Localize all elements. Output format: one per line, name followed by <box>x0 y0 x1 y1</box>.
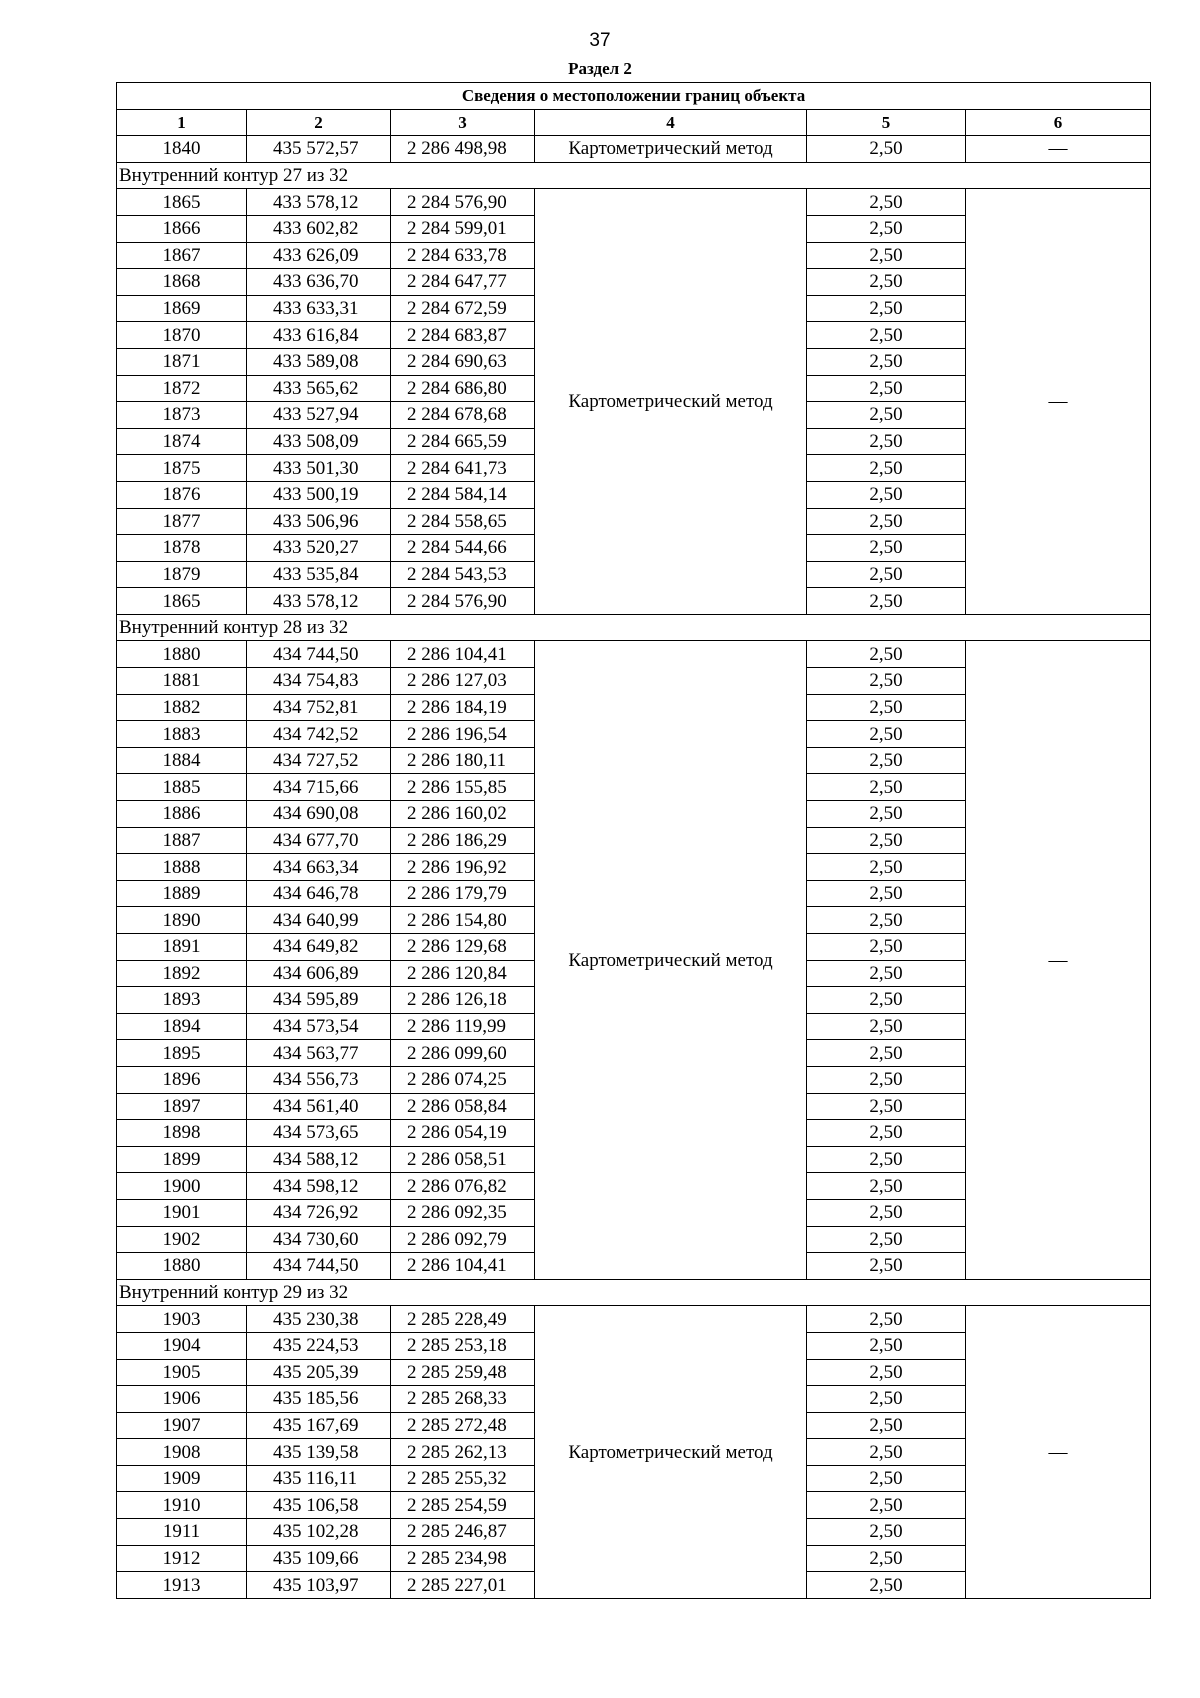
point-number-cell: 1907 <box>117 1412 247 1439</box>
x-coordinate-cell: 434 742,52 <box>247 721 391 748</box>
x-coordinate-cell: 434 646,78 <box>247 880 391 907</box>
method-cell: Картометрический метод <box>535 641 807 1279</box>
y-coordinate-cell: 2 286 104,41 <box>391 641 535 668</box>
point-number-cell: 1906 <box>117 1386 247 1413</box>
y-coordinate-cell: 2 286 179,79 <box>391 880 535 907</box>
x-coordinate-cell: 435 185,56 <box>247 1386 391 1413</box>
point-number-cell: 1875 <box>117 455 247 482</box>
point-number-cell: 1882 <box>117 694 247 721</box>
x-coordinate-cell: 435 167,69 <box>247 1412 391 1439</box>
column-header: 2 <box>247 109 391 136</box>
y-coordinate-cell: 2 285 234,98 <box>391 1545 535 1572</box>
point-number-cell: 1869 <box>117 295 247 322</box>
accuracy-cell: 2,50 <box>807 1359 966 1386</box>
x-coordinate-cell: 434 606,89 <box>247 960 391 987</box>
y-coordinate-cell: 2 284 665,59 <box>391 428 535 455</box>
y-coordinate-cell: 2 286 119,99 <box>391 1013 535 1040</box>
point-number-cell: 1888 <box>117 854 247 881</box>
accuracy-cell: 2,50 <box>807 242 966 269</box>
y-coordinate-cell: 2 286 127,03 <box>391 668 535 695</box>
x-coordinate-cell: 433 508,09 <box>247 428 391 455</box>
x-coordinate-cell: 434 726,92 <box>247 1199 391 1226</box>
point-number-cell: 1877 <box>117 508 247 535</box>
x-coordinate-cell: 433 578,12 <box>247 588 391 615</box>
y-coordinate-cell: 2 286 184,19 <box>391 694 535 721</box>
column-header: 6 <box>966 109 1151 136</box>
y-coordinate-cell: 2 284 683,87 <box>391 322 535 349</box>
x-coordinate-cell: 433 636,70 <box>247 269 391 296</box>
x-coordinate-cell: 433 500,19 <box>247 481 391 508</box>
accuracy-cell: 2,50 <box>807 1412 966 1439</box>
method-cell: Картометрический метод <box>535 189 807 615</box>
point-number-cell: 1900 <box>117 1173 247 1200</box>
point-number-cell: 1872 <box>117 375 247 402</box>
x-coordinate-cell: 435 116,11 <box>247 1465 391 1492</box>
x-coordinate-cell: 435 139,58 <box>247 1439 391 1466</box>
x-coordinate-cell: 434 588,12 <box>247 1146 391 1173</box>
method-cell: Картометрический метод <box>535 136 807 163</box>
accuracy-cell: 2,50 <box>807 508 966 535</box>
x-coordinate-cell: 434 663,34 <box>247 854 391 881</box>
accuracy-cell: 2,50 <box>807 987 966 1014</box>
y-coordinate-cell: 2 286 058,84 <box>391 1093 535 1120</box>
point-number-cell: 1896 <box>117 1066 247 1093</box>
point-number-cell: 1904 <box>117 1332 247 1359</box>
col6-cell: — <box>966 136 1151 163</box>
y-coordinate-cell: 2 284 584,14 <box>391 481 535 508</box>
accuracy-cell: 2,50 <box>807 801 966 828</box>
x-coordinate-cell: 434 595,89 <box>247 987 391 1014</box>
y-coordinate-cell: 2 285 227,01 <box>391 1572 535 1599</box>
point-number-cell: 1887 <box>117 827 247 854</box>
point-number-cell: 1910 <box>117 1492 247 1519</box>
accuracy-cell: 2,50 <box>807 428 966 455</box>
x-coordinate-cell: 435 102,28 <box>247 1519 391 1546</box>
point-number-cell: 1891 <box>117 934 247 961</box>
y-coordinate-cell: 2 285 272,48 <box>391 1412 535 1439</box>
y-coordinate-cell: 2 284 576,90 <box>391 588 535 615</box>
accuracy-cell: 2,50 <box>807 269 966 296</box>
point-number-cell: 1879 <box>117 561 247 588</box>
page-number: 37 <box>589 30 611 51</box>
y-coordinate-cell: 2 286 155,85 <box>391 774 535 801</box>
accuracy-cell: 2,50 <box>807 322 966 349</box>
accuracy-cell: 2,50 <box>807 189 966 216</box>
accuracy-cell: 2,50 <box>807 481 966 508</box>
point-number-cell: 1840 <box>117 136 247 163</box>
point-number-cell: 1901 <box>117 1199 247 1226</box>
point-number-cell: 1866 <box>117 215 247 242</box>
point-number-cell: 1878 <box>117 535 247 562</box>
accuracy-cell: 2,50 <box>807 1120 966 1147</box>
point-number-cell: 1889 <box>117 880 247 907</box>
y-coordinate-cell: 2 285 254,59 <box>391 1492 535 1519</box>
accuracy-cell: 2,50 <box>807 1226 966 1253</box>
coordinates-table <box>116 82 1151 1599</box>
accuracy-cell: 2,50 <box>807 375 966 402</box>
point-number-cell: 1899 <box>117 1146 247 1173</box>
column-header: 1 <box>117 109 247 136</box>
accuracy-cell: 2,50 <box>807 1572 966 1599</box>
point-number-cell: 1867 <box>117 242 247 269</box>
x-coordinate-cell: 434 752,81 <box>247 694 391 721</box>
y-coordinate-cell: 2 286 092,79 <box>391 1226 535 1253</box>
accuracy-cell: 2,50 <box>807 668 966 695</box>
accuracy-cell: 2,50 <box>807 907 966 934</box>
accuracy-cell: 2,50 <box>807 295 966 322</box>
accuracy-cell: 2,50 <box>807 694 966 721</box>
x-coordinate-cell: 434 754,83 <box>247 668 391 695</box>
x-coordinate-cell: 435 205,39 <box>247 1359 391 1386</box>
point-number-cell: 1886 <box>117 801 247 828</box>
y-coordinate-cell: 2 284 641,73 <box>391 455 535 482</box>
table-row <box>117 136 1151 163</box>
x-coordinate-cell: 434 561,40 <box>247 1093 391 1120</box>
y-coordinate-cell: 2 286 092,35 <box>391 1199 535 1226</box>
y-coordinate-cell: 2 286 186,29 <box>391 827 535 854</box>
y-coordinate-cell: 2 285 255,32 <box>391 1465 535 1492</box>
y-coordinate-cell: 2 285 259,48 <box>391 1359 535 1386</box>
point-number-cell: 1884 <box>117 747 247 774</box>
x-coordinate-cell: 433 589,08 <box>247 348 391 375</box>
x-coordinate-cell: 435 106,58 <box>247 1492 391 1519</box>
accuracy-cell: 2,50 <box>807 561 966 588</box>
accuracy-cell: 2,50 <box>807 1465 966 1492</box>
point-number-cell: 1897 <box>117 1093 247 1120</box>
table-row <box>117 189 1151 216</box>
accuracy-cell: 2,50 <box>807 1439 966 1466</box>
point-number-cell: 1874 <box>117 428 247 455</box>
point-number-cell: 1905 <box>117 1359 247 1386</box>
point-number-cell: 1865 <box>117 189 247 216</box>
point-number-cell: 1883 <box>117 721 247 748</box>
y-coordinate-cell: 2 286 104,41 <box>391 1253 535 1280</box>
point-number-cell: 1873 <box>117 402 247 429</box>
accuracy-cell: 2,50 <box>807 1173 966 1200</box>
y-coordinate-cell: 2 285 262,13 <box>391 1439 535 1466</box>
x-coordinate-cell: 434 598,12 <box>247 1173 391 1200</box>
column-header: 4 <box>535 109 807 136</box>
table-caption: Сведения о местоположении границ объекта <box>117 83 1151 110</box>
x-coordinate-cell: 433 633,31 <box>247 295 391 322</box>
x-coordinate-cell: 434 649,82 <box>247 934 391 961</box>
method-cell: Картометрический метод <box>535 1306 807 1599</box>
x-coordinate-cell: 434 640,99 <box>247 907 391 934</box>
y-coordinate-cell: 2 284 543,53 <box>391 561 535 588</box>
x-coordinate-cell: 434 573,54 <box>247 1013 391 1040</box>
point-number-cell: 1890 <box>117 907 247 934</box>
y-coordinate-cell: 2 286 196,92 <box>391 854 535 881</box>
col6-cell: — <box>966 189 1151 615</box>
accuracy-cell: 2,50 <box>807 854 966 881</box>
x-coordinate-cell: 435 103,97 <box>247 1572 391 1599</box>
x-coordinate-cell: 434 563,77 <box>247 1040 391 1067</box>
x-coordinate-cell: 433 520,27 <box>247 535 391 562</box>
point-number-cell: 1898 <box>117 1120 247 1147</box>
column-header: 3 <box>391 109 535 136</box>
accuracy-cell: 2,50 <box>807 1519 966 1546</box>
point-number-cell: 1865 <box>117 588 247 615</box>
point-number-cell: 1881 <box>117 668 247 695</box>
accuracy-cell: 2,50 <box>807 535 966 562</box>
accuracy-cell: 2,50 <box>807 774 966 801</box>
x-coordinate-cell: 433 626,09 <box>247 242 391 269</box>
y-coordinate-cell: 2 285 246,87 <box>391 1519 535 1546</box>
accuracy-cell: 2,50 <box>807 215 966 242</box>
accuracy-cell: 2,50 <box>807 1492 966 1519</box>
x-coordinate-cell: 435 572,57 <box>247 136 391 163</box>
y-coordinate-cell: 2 285 228,49 <box>391 1306 535 1333</box>
accuracy-cell: 2,50 <box>807 721 966 748</box>
point-number-cell: 1911 <box>117 1519 247 1546</box>
y-coordinate-cell: 2 286 498,98 <box>391 136 535 163</box>
contour-header-row <box>117 614 1151 641</box>
point-number-cell: 1895 <box>117 1040 247 1067</box>
accuracy-cell: 2,50 <box>807 1253 966 1280</box>
x-coordinate-cell: 433 501,30 <box>247 455 391 482</box>
accuracy-cell: 2,50 <box>807 348 966 375</box>
point-number-cell: 1909 <box>117 1465 247 1492</box>
y-coordinate-cell: 2 284 576,90 <box>391 189 535 216</box>
contour-title: Внутренний контур 27 из 32 <box>117 162 1151 189</box>
y-coordinate-cell: 2 284 544,66 <box>391 535 535 562</box>
column-header-row <box>117 109 1151 136</box>
y-coordinate-cell: 2 286 160,02 <box>391 801 535 828</box>
accuracy-cell: 2,50 <box>807 1199 966 1226</box>
x-coordinate-cell: 434 690,08 <box>247 801 391 828</box>
point-number-cell: 1870 <box>117 322 247 349</box>
y-coordinate-cell: 2 286 099,60 <box>391 1040 535 1067</box>
accuracy-cell: 2,50 <box>807 827 966 854</box>
point-number-cell: 1892 <box>117 960 247 987</box>
x-coordinate-cell: 435 224,53 <box>247 1332 391 1359</box>
accuracy-cell: 2,50 <box>807 934 966 961</box>
accuracy-cell: 2,50 <box>807 1146 966 1173</box>
accuracy-cell: 2,50 <box>807 880 966 907</box>
accuracy-cell: 2,50 <box>807 1013 966 1040</box>
x-coordinate-cell: 434 715,66 <box>247 774 391 801</box>
y-coordinate-cell: 2 286 180,11 <box>391 747 535 774</box>
contour-header-row <box>117 162 1151 189</box>
y-coordinate-cell: 2 285 268,33 <box>391 1386 535 1413</box>
contour-title: Внутренний контур 29 из 32 <box>117 1279 1151 1306</box>
y-coordinate-cell: 2 286 154,80 <box>391 907 535 934</box>
point-number-cell: 1885 <box>117 774 247 801</box>
y-coordinate-cell: 2 286 058,51 <box>391 1146 535 1173</box>
point-number-cell: 1876 <box>117 481 247 508</box>
y-coordinate-cell: 2 286 120,84 <box>391 960 535 987</box>
y-coordinate-cell: 2 284 678,68 <box>391 402 535 429</box>
accuracy-cell: 2,50 <box>807 747 966 774</box>
table-row <box>117 1306 1151 1333</box>
x-coordinate-cell: 435 230,38 <box>247 1306 391 1333</box>
section-title: Раздел 2 <box>568 59 632 78</box>
y-coordinate-cell: 2 286 054,19 <box>391 1120 535 1147</box>
point-number-cell: 1880 <box>117 1253 247 1280</box>
x-coordinate-cell: 433 602,82 <box>247 215 391 242</box>
y-coordinate-cell: 2 286 129,68 <box>391 934 535 961</box>
contour-title: Внутренний контур 28 из 32 <box>117 614 1151 641</box>
point-number-cell: 1903 <box>117 1306 247 1333</box>
y-coordinate-cell: 2 286 074,25 <box>391 1066 535 1093</box>
x-coordinate-cell: 434 744,50 <box>247 1253 391 1280</box>
point-number-cell: 1894 <box>117 1013 247 1040</box>
accuracy-cell: 2,50 <box>807 1040 966 1067</box>
table-body <box>117 83 1151 1599</box>
x-coordinate-cell: 435 109,66 <box>247 1545 391 1572</box>
accuracy-cell: 2,50 <box>807 1066 966 1093</box>
x-coordinate-cell: 434 677,70 <box>247 827 391 854</box>
y-coordinate-cell: 2 284 633,78 <box>391 242 535 269</box>
accuracy-cell: 2,50 <box>807 1545 966 1572</box>
point-number-cell: 1908 <box>117 1439 247 1466</box>
x-coordinate-cell: 433 535,84 <box>247 561 391 588</box>
accuracy-cell: 2,50 <box>807 1093 966 1120</box>
y-coordinate-cell: 2 284 672,59 <box>391 295 535 322</box>
point-number-cell: 1880 <box>117 641 247 668</box>
x-coordinate-cell: 434 573,65 <box>247 1120 391 1147</box>
point-number-cell: 1868 <box>117 269 247 296</box>
point-number-cell: 1871 <box>117 348 247 375</box>
accuracy-cell: 2,50 <box>807 1306 966 1333</box>
x-coordinate-cell: 433 527,94 <box>247 402 391 429</box>
col6-cell: — <box>966 1306 1151 1599</box>
y-coordinate-cell: 2 284 647,77 <box>391 269 535 296</box>
x-coordinate-cell: 433 506,96 <box>247 508 391 535</box>
y-coordinate-cell: 2 284 558,65 <box>391 508 535 535</box>
point-number-cell: 1912 <box>117 1545 247 1572</box>
accuracy-cell: 2,50 <box>807 960 966 987</box>
x-coordinate-cell: 434 744,50 <box>247 641 391 668</box>
accuracy-cell: 2,50 <box>807 136 966 163</box>
x-coordinate-cell: 433 578,12 <box>247 189 391 216</box>
accuracy-cell: 2,50 <box>807 641 966 668</box>
accuracy-cell: 2,50 <box>807 1386 966 1413</box>
y-coordinate-cell: 2 286 126,18 <box>391 987 535 1014</box>
accuracy-cell: 2,50 <box>807 402 966 429</box>
accuracy-cell: 2,50 <box>807 455 966 482</box>
y-coordinate-cell: 2 285 253,18 <box>391 1332 535 1359</box>
y-coordinate-cell: 2 286 196,54 <box>391 721 535 748</box>
x-coordinate-cell: 434 556,73 <box>247 1066 391 1093</box>
point-number-cell: 1893 <box>117 987 247 1014</box>
table-row <box>117 641 1151 668</box>
point-number-cell: 1902 <box>117 1226 247 1253</box>
contour-header-row <box>117 1279 1151 1306</box>
x-coordinate-cell: 434 730,60 <box>247 1226 391 1253</box>
y-coordinate-cell: 2 284 599,01 <box>391 215 535 242</box>
x-coordinate-cell: 433 616,84 <box>247 322 391 349</box>
x-coordinate-cell: 433 565,62 <box>247 375 391 402</box>
accuracy-cell: 2,50 <box>807 588 966 615</box>
table-caption-row <box>117 83 1151 110</box>
accuracy-cell: 2,50 <box>807 1332 966 1359</box>
point-number-cell: 1913 <box>117 1572 247 1599</box>
y-coordinate-cell: 2 286 076,82 <box>391 1173 535 1200</box>
x-coordinate-cell: 434 727,52 <box>247 747 391 774</box>
column-header: 5 <box>807 109 966 136</box>
col6-cell: — <box>966 641 1151 1279</box>
y-coordinate-cell: 2 284 686,80 <box>391 375 535 402</box>
y-coordinate-cell: 2 284 690,63 <box>391 348 535 375</box>
